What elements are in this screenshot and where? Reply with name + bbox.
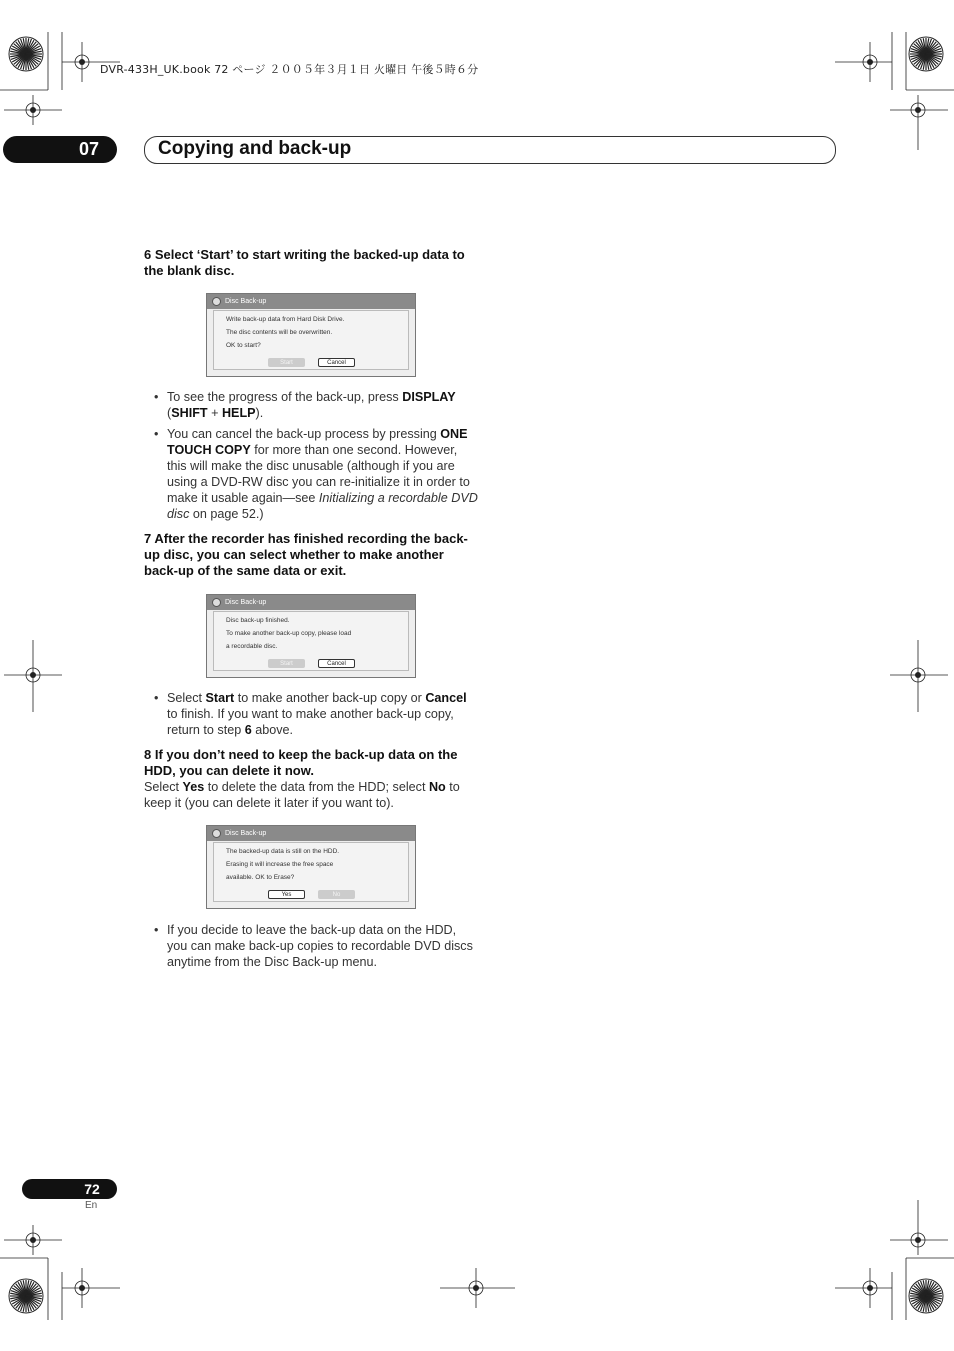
dialog-disc-backup-finished [206, 594, 416, 678]
step8-heading: 8 If you don’t need to keep the back-up data on the HDD, you can delete it now. [144, 747, 458, 778]
dialog-line: OK to start? [226, 342, 261, 349]
cancel-button[interactable]: Cancel [318, 659, 355, 668]
step8-text: Select Yes to delete the data from the HDD; select No to keep it (you can delete it later if you want to). [144, 780, 460, 810]
list-item: • If you decide to leave the back-up data on the HDD, you can make back-up copies to recordable DVD discs anytime from the Disc Back-up menu. [154, 923, 473, 969]
starburst-mark-icon [909, 37, 943, 71]
dialog-line: a recordable disc. [226, 643, 278, 650]
step6-heading: 6 Select ‘Start’ to start writing the backed-up data to the blank disc. [144, 247, 465, 278]
list-item: • To see the progress of the back-up, press DISPLAY (SHIFT + HELP). [154, 390, 456, 420]
dialog-line: The backed-up data is still on the HDD. [226, 848, 340, 855]
dialog-line: The disc contents will be overwritten. [226, 329, 333, 336]
starburst-mark-icon [9, 1279, 43, 1313]
disc-icon [212, 829, 221, 838]
dialog-disc-backup-erase [206, 825, 416, 909]
dialog-line: available. OK to Erase? [226, 874, 295, 881]
start-button[interactable]: Start [268, 358, 305, 367]
page-number: 72 [84, 1181, 100, 1197]
cancel-button[interactable]: Cancel [318, 358, 355, 367]
step7-heading: 7 After the recorder has finished recording the back-up disc, you can select whether to make another back-up of the same data or exit. [144, 531, 468, 578]
dialog-title: Disc Back-up [225, 599, 267, 606]
page-language: En [85, 1200, 98, 1211]
dialog-title: Disc Back-up [225, 830, 267, 837]
no-button[interactable]: No [318, 890, 355, 899]
dialog-line: Erasing it will increase the free space [226, 861, 334, 868]
start-button[interactable]: Start [268, 659, 305, 668]
header-meta: DVR-433H_UK.book 72 ページ ２００５年３月１日 火曜日 午後５時６分 [100, 63, 479, 76]
dialog-disc-backup-start [206, 293, 416, 377]
disc-icon [212, 297, 221, 306]
dialog-line: Disc back-up finished. [226, 617, 290, 624]
dialog-line: Write back-up data from Hard Disk Drive. [226, 316, 345, 323]
disc-icon [212, 598, 221, 607]
dialog-title: Disc Back-up [225, 298, 267, 305]
list-item: • You can cancel the back-up process by pressing ONE TOUCH COPY for more than one second. However, this will make the disc unusable (although if you are using a DVD-RW disc you can re-initialize it in order to make it usable again—see Initializing a recordable DVD disc on page 52.) [154, 427, 478, 521]
dialog-line: To make another back-up copy, please load [226, 630, 352, 637]
chapter-title: Copying and back-up [158, 138, 352, 159]
starburst-mark-icon [909, 1279, 943, 1313]
list-item: • Select Start to make another back-up copy or Cancel to finish. If you want to make another back-up copy, return to step 6 above. [154, 691, 467, 737]
starburst-mark-icon [9, 37, 43, 71]
chapter-number: 07 [78, 139, 100, 159]
yes-button[interactable]: Yes [268, 890, 305, 899]
